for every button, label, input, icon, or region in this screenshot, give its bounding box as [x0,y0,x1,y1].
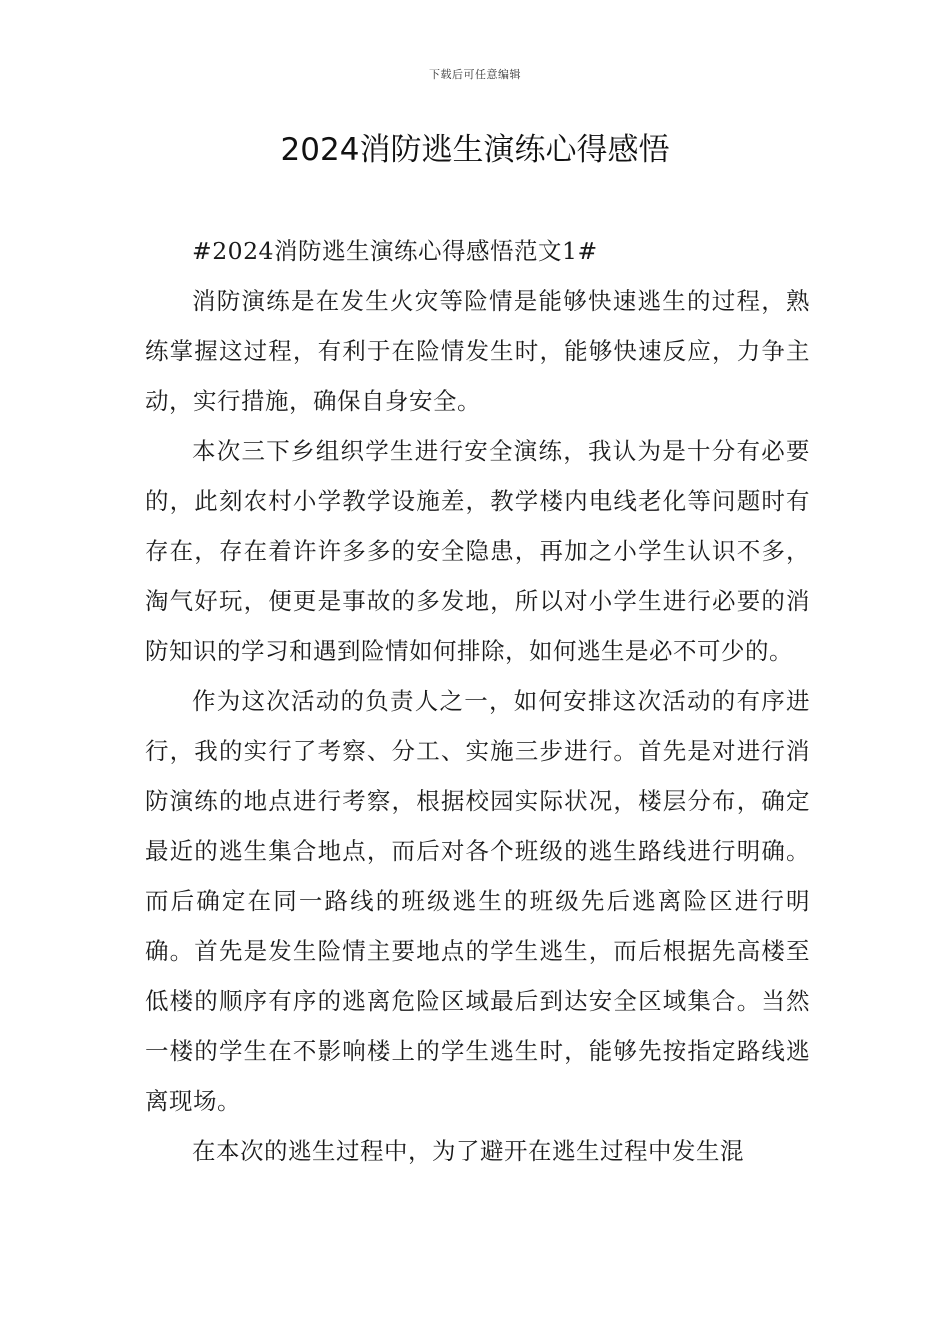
paragraph: 消防演练是在发生火灾等险情是能够快速逃生的过程，熟练掌握这过程，有利于在险情发生时，能够快速反应，力争主动，实行措施，确保自身安全。 [145,287,810,415]
paragraph: 作为这次活动的负责人之一，如何安排这次活动的有序进行，我的实行了考察、分工、实施三步进行。首先是对进行消防演练的地点进行考察，根据校园实际状况，楼层分布，确定最近的逃生集合地点，而后对各个班级的逃生路线进行明确。而后确定在同一路线的班级逃生的班级先后逃离险区进行明确。首先是发生险情主要地点的学生逃生，而后根据先高楼至低楼的顺序有序的逃离危险区域最后到达安全区域集合。当然一楼的学生在不影响楼上的学生逃生时，能够先按指定路线逃离现场。 [145,687,810,1115]
document-title: 2024消防逃生演练心得感悟 [280,132,670,168]
paragraph: 本次三下乡组织学生进行安全演练，我认为是十分有必要的，此刻农村小学教学设施差，教学楼内电线老化等问题时有存在，存在着许许多多的安全隐患，再加之小学生认识不多，淘气好玩，便更是事故的多发地，所以对小学生进行必要的消防知识的学习和遇到险情如何排除，如何逃生是必不可少的。 [145,437,810,665]
document-body [145,226,810,1176]
paragraph-subheading: #2024消防逃生演练心得感悟范文1# [192,237,598,265]
header-note: 下载后可任意编辑 [429,68,521,81]
paragraph: 在本次的逃生过程中，为了避开在逃生过程中发生混 [192,1137,744,1165]
